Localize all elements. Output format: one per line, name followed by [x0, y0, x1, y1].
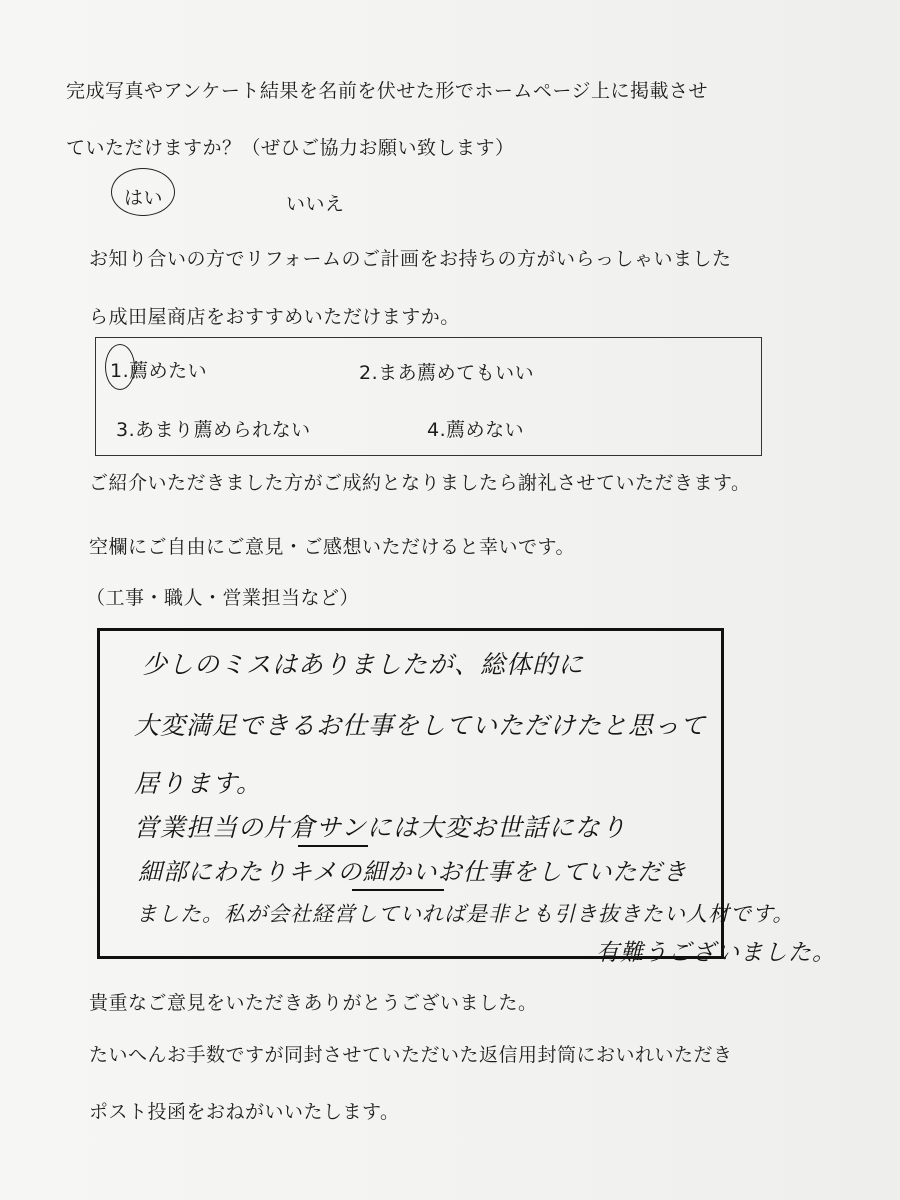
- option-recommend-3[interactable]: 3.あまり薦められない: [116, 419, 311, 441]
- closing-line2: たいへんお手数ですが同封させていただいた返信用封筒においれいただき: [89, 1044, 733, 1066]
- option-recommend-2[interactable]: 2.まあ薦めてもいい: [359, 362, 535, 384]
- handwritten-line-6: ました。私が会社経営していれば是非とも引き抜きたい人材です。: [136, 902, 795, 926]
- question1-line1: 完成写真やアンケート結果を名前を伏せた形でホームページ上に掲載させ: [66, 80, 708, 102]
- option-recommend-1[interactable]: 1.薦めたい: [110, 360, 208, 382]
- handwritten-line-2: 大変満足できるお仕事をしていただけたと思って: [134, 711, 707, 740]
- question2-line1: お知り合いの方でリフォームのご計画をお持ちの方がいらっしゃいました: [89, 248, 732, 270]
- handwritten-line-3: 居ります。: [134, 769, 263, 798]
- question1-line2: ていただけますか？（ぜひご協力お願い致します）: [66, 137, 515, 159]
- free-comment-note: 空欄にご自由にご意見・ご感想いただけると幸いです。: [89, 536, 575, 558]
- handwritten-line-5: 細部にわたりキメの細かいお仕事をしていただき: [138, 858, 688, 886]
- referral-note: ご紹介いただきました方がご成約となりましたら謝礼させていただきます。: [89, 472, 751, 494]
- recommend-options-box: [95, 337, 762, 456]
- option-yes[interactable]: はい: [124, 187, 164, 209]
- comment-topics: （工事・職人・営業担当など）: [86, 587, 360, 609]
- handwritten-line-7: 有難うございました。: [596, 940, 836, 966]
- handwritten-line-1: 少しのミスはありましたが、総体的に: [142, 650, 585, 679]
- closing-line1: 貴重なご意見をいただきありがとうございました。: [89, 992, 538, 1014]
- closing-line3: ポスト投函をおねがいいたします。: [89, 1101, 400, 1123]
- question2-line2: ら成田屋商店をおすすめいただけますか。: [89, 306, 460, 328]
- name-underline: [298, 845, 368, 847]
- option-recommend-4[interactable]: 4.薦めない: [427, 419, 525, 441]
- handwritten-line-4: 営業担当の片倉サンには大変お世話になり: [134, 813, 627, 842]
- kime-underline: [352, 889, 444, 891]
- option-no[interactable]: いいえ: [286, 193, 345, 215]
